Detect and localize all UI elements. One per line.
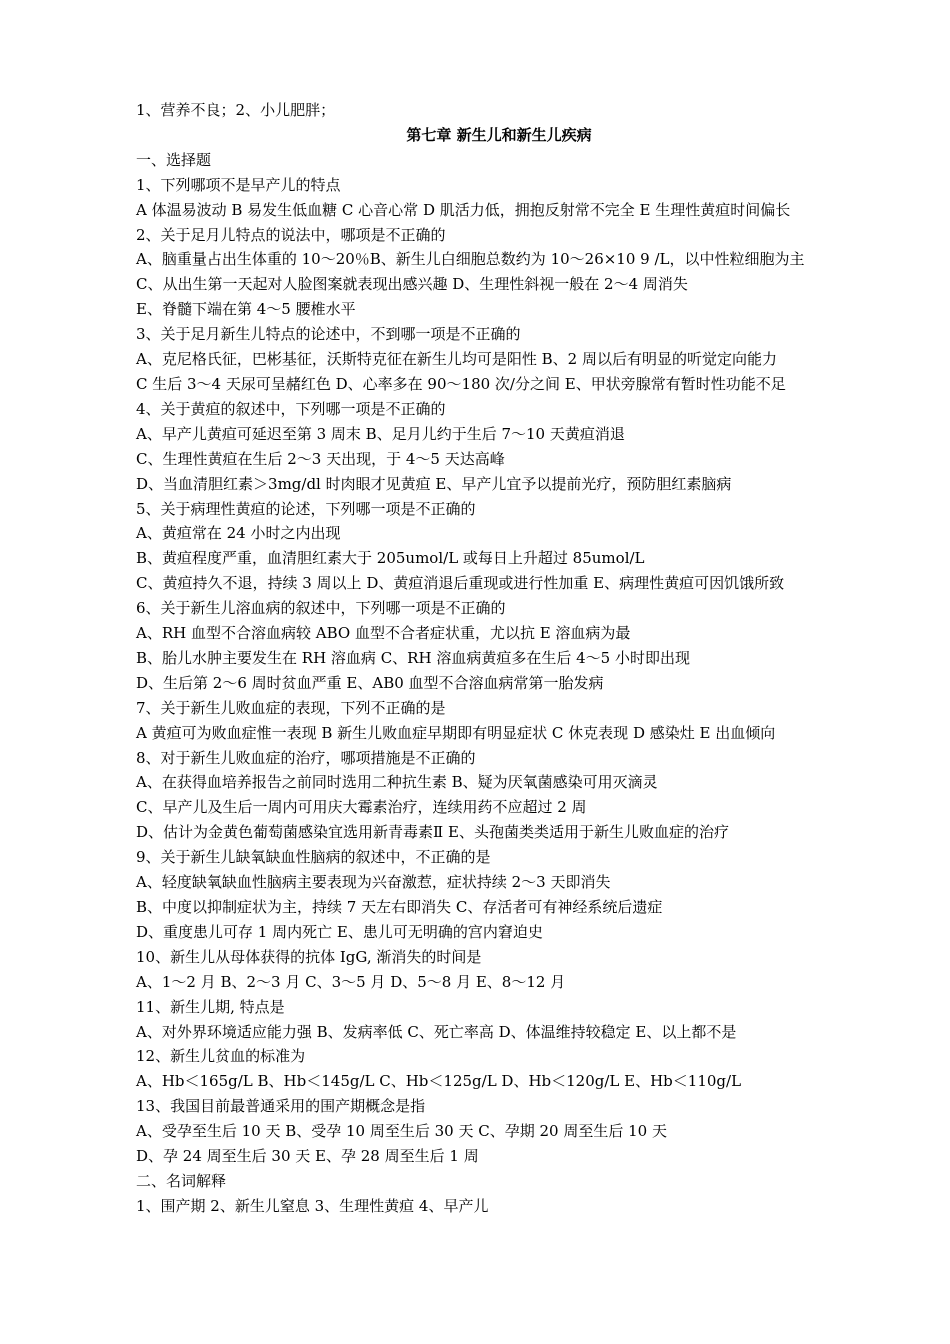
text-line: E、脊髓下端在第 4～5 腰椎水平 xyxy=(136,300,356,319)
text-line: 3、关于足月新生儿特点的论述中，不到哪一项是不正确的 xyxy=(136,325,521,344)
text-line: A、在获得血培养报告之前同时选用二种抗生素 B、疑为厌氧菌感染可用灭滴灵 xyxy=(136,773,658,792)
text-line: 9、关于新生儿缺氧缺血性脑病的叙述中，不正确的是 xyxy=(136,848,491,867)
text-line: 一、选择题 xyxy=(136,150,212,169)
text-line: C、生理性黄疸在生后 2～3 天出现，于 4～5 天达高峰 xyxy=(136,449,505,468)
text-line: D、估计为金黄色葡萄菌感染宜选用新青毒素Ⅱ E、头孢菌类类适用于新生儿败血症的治疗 xyxy=(136,823,729,842)
text-line: A、1～2 月 B、2～3 月 C、3～5 月 D、5～8 月 E、8～12 月 xyxy=(136,972,566,991)
text-line: 10、新生儿从母体获得的抗体 IgG, 渐消失的时间是 xyxy=(136,947,482,966)
text-line: A 体温易波动 B 易发生低血糖 C 心音心常 D 肌活力低，拥抱反射常不完全 E 生理性黄疸时间偏长 xyxy=(136,200,791,219)
text-line: 1、营养不良；2、小儿肥胖； xyxy=(136,101,336,119)
text-line: A、对外界环境适应能力强 B、发病率低 C、死亡率高 D、体温维持较稳定 E、以上都不是 xyxy=(136,1022,737,1041)
text-line: D、孕 24 周至生后 30 天 E、孕 28 周至生后 1 周 xyxy=(136,1147,479,1166)
text-line: A、受孕至生后 10 天 B、受孕 10 周至生后 30 天 C、孕期 20 周至生后 10 天 xyxy=(136,1122,667,1141)
text-line: 11、新生儿期, 特点是 xyxy=(136,997,285,1016)
text-line: 13、我国目前最普通采用的围产期概念是指 xyxy=(136,1097,426,1116)
text-line: A、脑重量占出生体重的 10～20％B、新生儿白细胞总数约为 10～26×10 9 /L，以中性粒细胞为主 xyxy=(136,250,805,269)
text-line: B、黄疸程度严重，血清胆红素大于 205umol/L 或每日上升超过 85umol/L xyxy=(136,549,645,568)
text-line: A 黄疸可为败血症惟一表现 B 新生儿败血症早期即有明显症状 C 休克表现 D 感染灶 E 出血倾向 xyxy=(136,723,776,742)
text-line: 6、关于新生儿溶血病的叙述中，下列哪一项是不正确的 xyxy=(136,599,506,618)
text-line: A、Hb＜165g/L B、Hb＜145g/L C、Hb＜125g/L D、Hb＜120g/L E、Hb＜110g/L xyxy=(136,1072,742,1091)
text-line: 8、对于新生儿败血症的治疗，哪项措施是不正确的 xyxy=(136,748,476,767)
document-page xyxy=(136,98,862,1219)
text-line: A、黄疸常在 24 小时之内出现 xyxy=(136,524,341,543)
text-line: A、轻度缺氧缺血性脑病主要表现为兴奋激惹，症状持续 2～3 天即消失 xyxy=(136,873,611,892)
text-line: C 生后 3～4 天尿可呈赭红色 D、心率多在 90～180 次/分之间 E、甲状旁腺常有暂时性功能不足 xyxy=(136,374,786,393)
text-line: C、从出生第一天起对人脸图案就表现出感兴趣 D、生理性斜视一般在 2～4 周消失 xyxy=(136,275,688,294)
text-line: A、克尼格氏征，巴彬基征，沃斯特克征在新生儿均可是阳性 B、2 周以后有明显的听觉定向能力 xyxy=(136,350,777,369)
text-line: 7、关于新生儿败血症的表现，下列不正确的是 xyxy=(136,698,446,717)
text-line: 4、关于黄疸的叙述中，下列哪一项是不正确的 xyxy=(136,399,446,418)
text-line: 二、名词解释 xyxy=(136,1171,227,1190)
text-line: 12、新生儿贫血的标准为 xyxy=(136,1047,306,1066)
text-line: D、生后第 2～6 周时贫血严重 E、AB0 血型不合溶血病常第一胎发病 xyxy=(136,673,604,692)
text-line: A、早产儿黄疸可延迟至第 3 周末 B、足月儿约于生后 7～10 天黄疸消退 xyxy=(136,424,625,443)
text-line: D、重度患儿可存 1 周内死亡 E、患儿可无明确的宫内窘迫史 xyxy=(136,922,543,941)
chapter-title: 第七章 新生儿和新生儿疾病 xyxy=(406,125,592,144)
text-line: D、当血清胆红素＞3mg/dl 时肉眼才见黄疸 E、早产儿宜予以提前光疗，预防胆红素脑病 xyxy=(136,474,732,493)
text-line: 5、关于病理性黄疸的论述，下列哪一项是不正确的 xyxy=(136,499,476,518)
text-line: C、早产儿及生后一周内可用庆大霉素治疗，连续用药不应超过 2 周 xyxy=(136,798,587,817)
text-line: B、中度以抑制症状为主，持续 7 天左右即消失 C、存活者可有神经系统后遗症 xyxy=(136,898,663,916)
text-line: B、胎儿水肿主要发生在 RH 溶血病 C、RH 溶血病黄疸多在生后 4～5 小时即出现 xyxy=(136,648,690,667)
text-line: 1、下列哪项不是早产儿的特点 xyxy=(136,175,341,194)
text-line: A、RH 血型不合溶血病较 ABO 血型不合者症状重，尤以抗 E 溶血病为最 xyxy=(136,624,631,643)
text-line: C、黄疸持久不退，持续 3 周以上 D、黄疸消退后重现或进行性加重 E、病理性黄疸可因饥饿所致 xyxy=(136,574,785,593)
text-line: 1、围产期 2、新生儿窒息 3、生理性黄疸 4、早产儿 xyxy=(136,1196,489,1215)
text-line: 2、关于足月儿特点的说法中，哪项是不正确的 xyxy=(136,225,446,244)
